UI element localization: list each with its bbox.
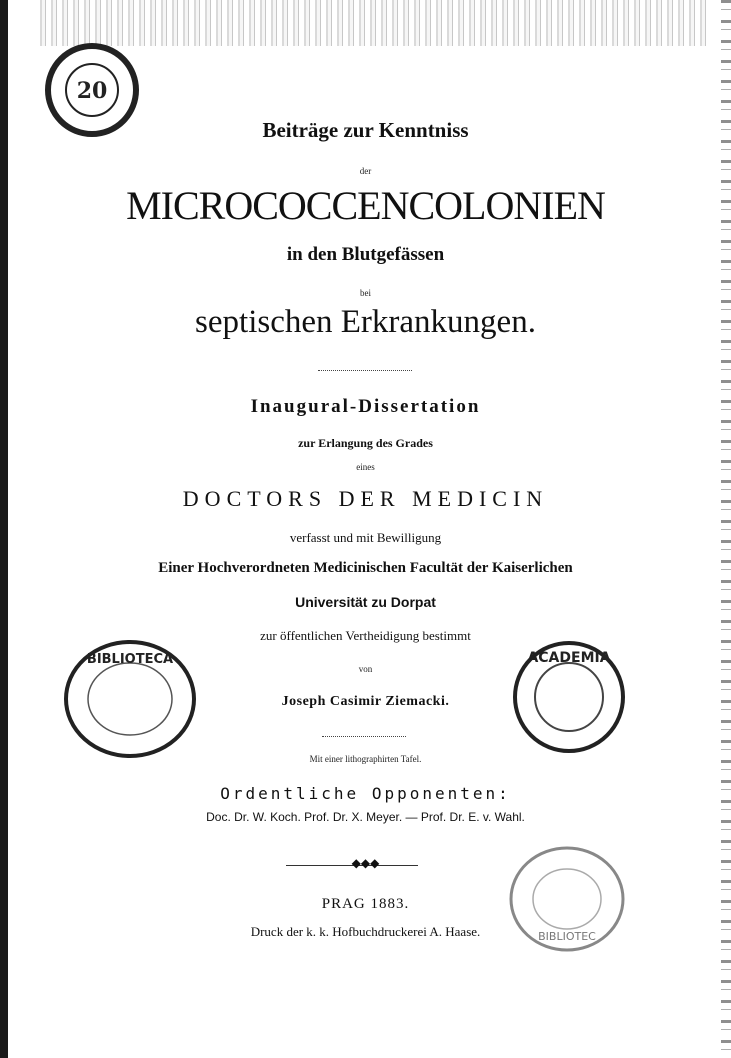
stamp-number: 20 — [76, 78, 108, 104]
word-bei: bei — [360, 288, 371, 298]
subtitle-line-1: Beiträge zur Kenntniss — [262, 118, 469, 142]
opponents-label: Ordentliche Opponenten: — [220, 784, 511, 803]
opponents-names: Doc. Dr. W. Koch. Prof. Dr. X. Meyer. — Prof. Dr. E. v. Wahl. — [206, 810, 525, 824]
scan-edge-top — [40, 0, 711, 46]
main-title: MICROCOCCENCOLONIEN — [126, 183, 605, 228]
subtitle-line-5: septischen Erkrankungen. — [195, 304, 536, 340]
faculty-line: Einer Hochverordneten Medicinischen Facultät der Kaiserlichen — [158, 560, 573, 576]
defense-line: zur öffentlichen Vertheidigung bestimmt — [260, 628, 471, 643]
separator-rule-2 — [322, 736, 406, 737]
place-and-year: PRAG 1883. — [321, 896, 410, 912]
word-der: der — [359, 166, 372, 176]
erlangung-line: zur Erlangung des Grades — [298, 436, 433, 450]
dissertation-heading: Inaugural-Dissertation — [250, 396, 481, 417]
author-name: Joseph Casimir Ziemacki. — [281, 694, 450, 709]
subtitle-line-3: in den Blutgefässen — [286, 244, 445, 265]
word-von: von — [358, 664, 373, 674]
word-eines: eines — [356, 462, 375, 472]
stamp-right-text: ACADEMIA — [527, 650, 611, 666]
university-line: Universität zu Dorpat — [295, 594, 436, 610]
degree-title: DOCTORS DER MEDICIN — [182, 486, 549, 511]
verfasst-line: verfasst und mit Bewilligung — [289, 530, 442, 545]
stamp-left-text: BIBLIOTECA — [86, 652, 174, 667]
stamp-bottom-right-text: BIBLIOTEC — [538, 930, 596, 943]
plate-note: Mit einer lithographirten Tafel. — [309, 754, 422, 764]
ornament: ◆◆◆ — [351, 856, 380, 870]
printer-line: Druck der k. k. Hofbuchdruckerei A. Haase. — [250, 924, 481, 939]
separator-rule-1 — [318, 370, 412, 371]
